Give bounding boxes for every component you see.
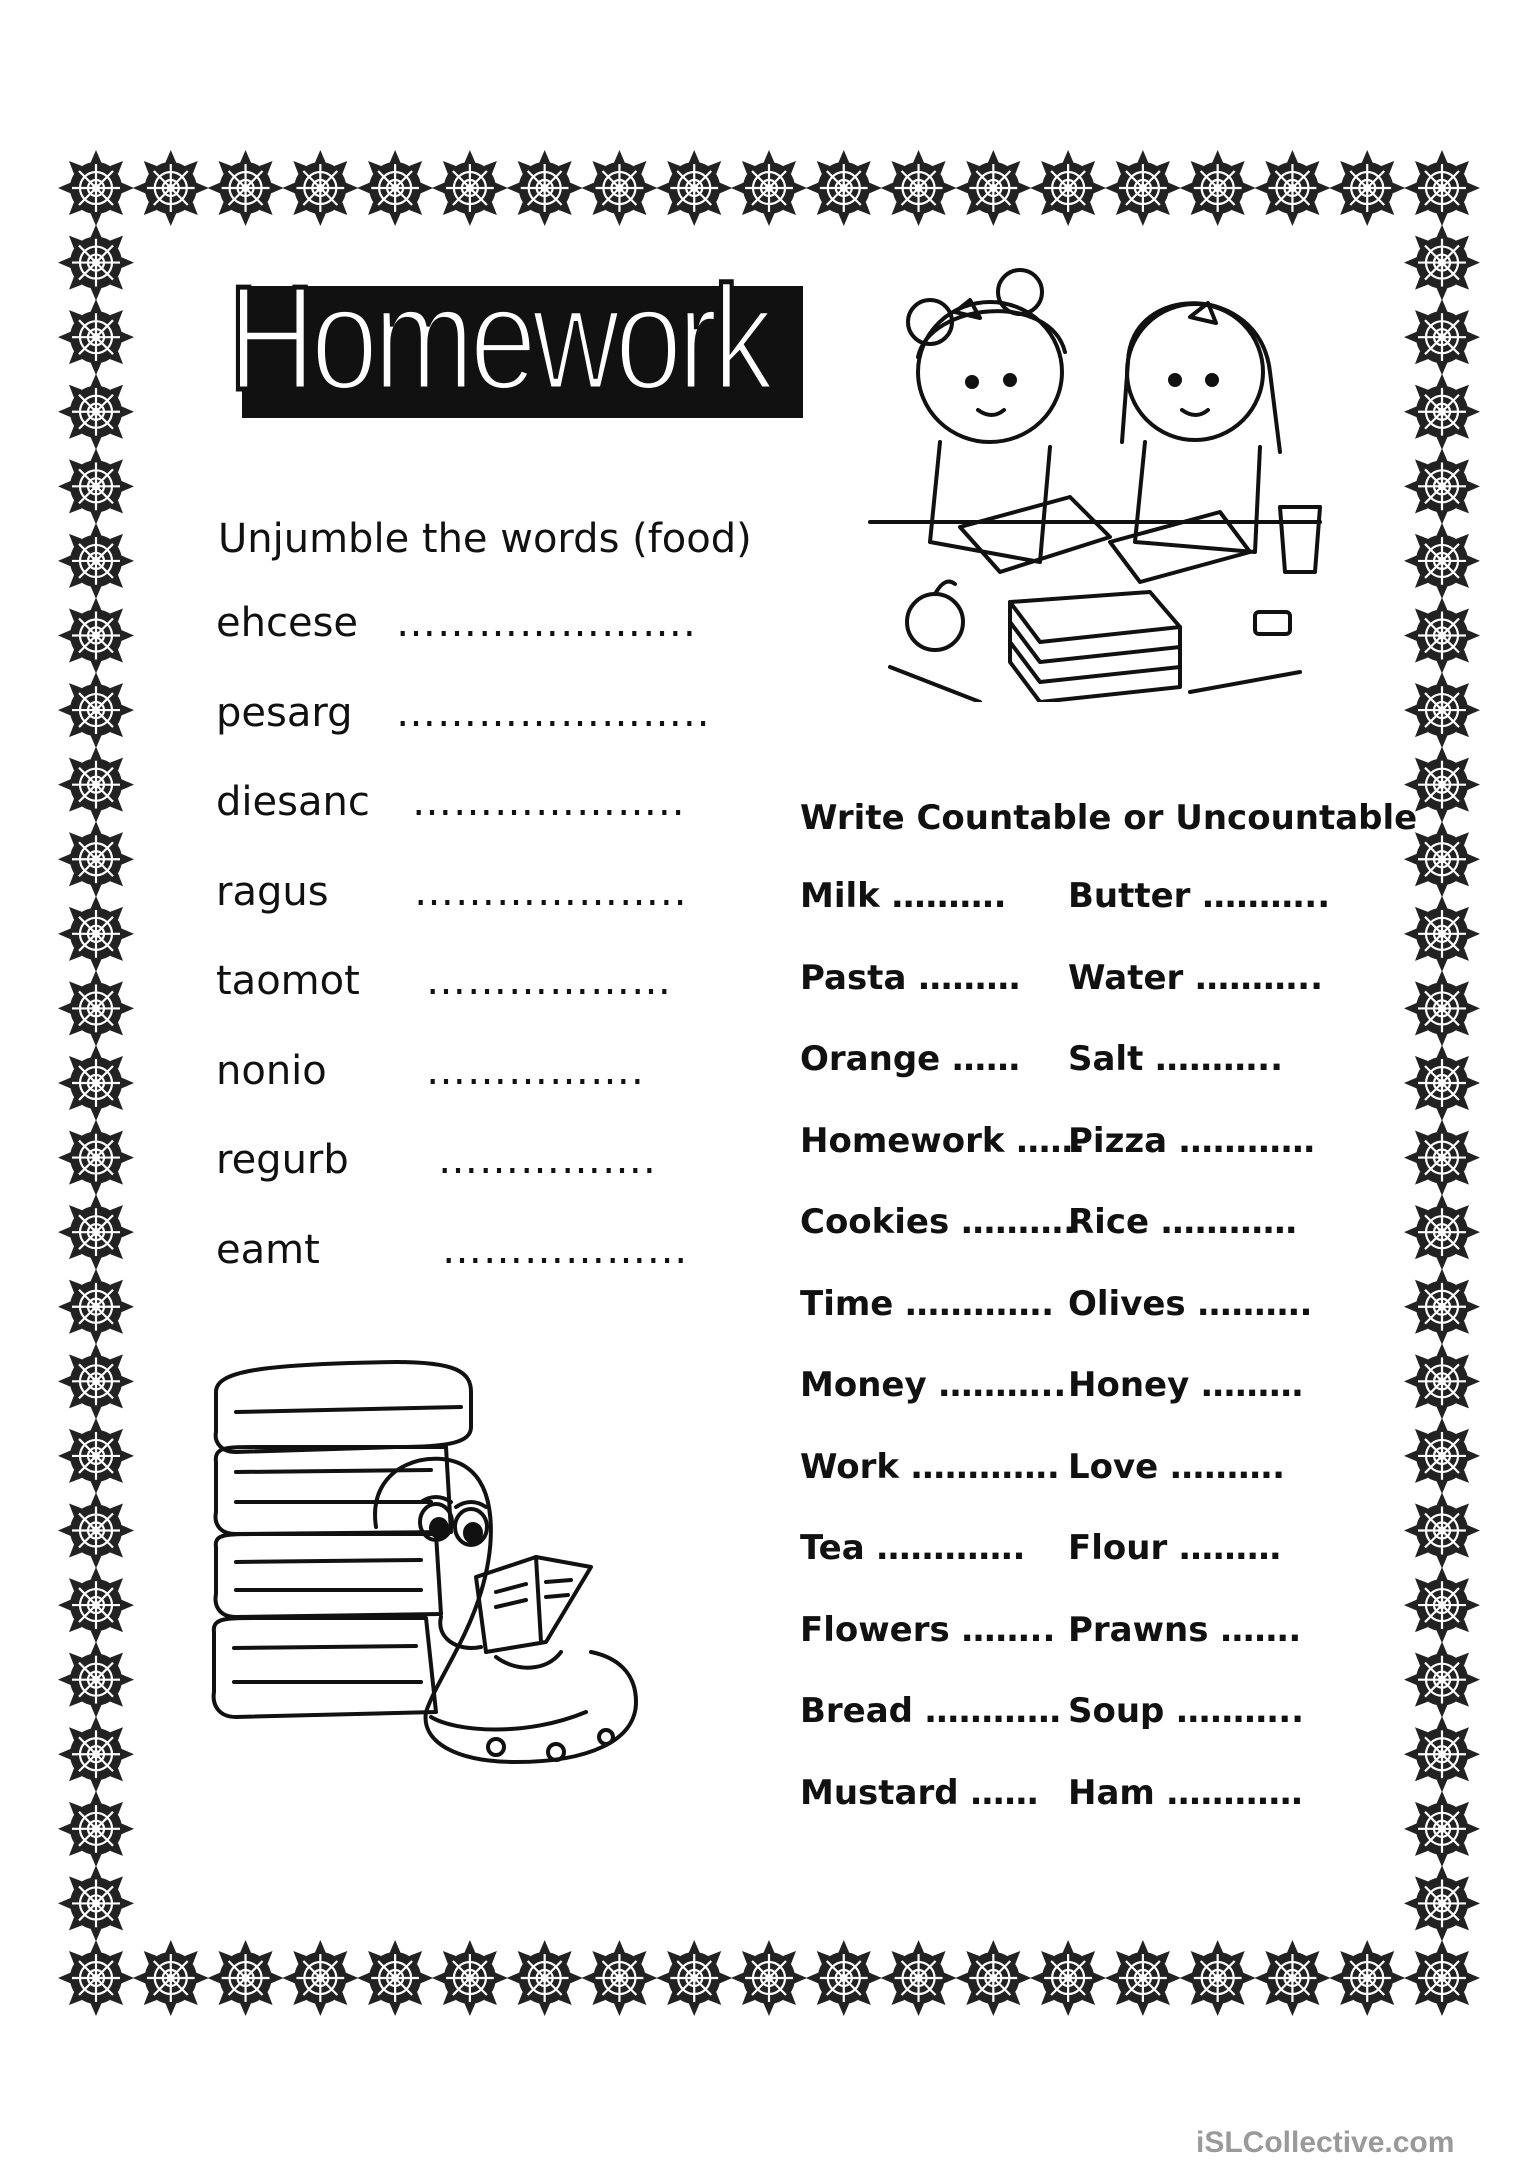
border-flower-icon	[58, 1716, 134, 1792]
border-flower-icon	[1404, 374, 1480, 450]
border-flower-icon	[1030, 1940, 1106, 2016]
border-flower-icon	[731, 1940, 807, 2016]
answer-blank[interactable]: ………………..	[412, 779, 686, 825]
border-flower-icon	[58, 747, 134, 823]
answer-blank[interactable]: …………………..	[396, 689, 711, 736]
countable-item-right[interactable]: Butter ………..	[1068, 876, 1331, 916]
border-flower-icon	[58, 1269, 134, 1345]
jumbled-word: taomot	[216, 958, 360, 1004]
countable-item-left[interactable]: Bread …………	[800, 1691, 1061, 1731]
countable-item-right[interactable]: Salt ………..	[1068, 1039, 1284, 1079]
unjumble-heading: Unjumble the words (food)	[218, 516, 752, 562]
border-flower-icon	[1404, 225, 1480, 301]
border-flower-icon	[58, 225, 134, 301]
border-flower-icon	[1404, 1194, 1480, 1270]
countable-item-right[interactable]: Soup ………..	[1068, 1691, 1305, 1731]
jumbled-word: ehcese	[216, 600, 359, 646]
border-flower-icon	[58, 1120, 134, 1196]
border-flower-icon	[1404, 970, 1480, 1046]
border-flower-icon	[1404, 1045, 1480, 1121]
watermark: iSLCollective.com	[1196, 2126, 1455, 2159]
border-flower-icon	[357, 1940, 433, 2016]
border-flower-icon	[1404, 1716, 1480, 1792]
border-flower-icon	[208, 150, 284, 226]
countable-item-left[interactable]: Orange ……	[800, 1039, 1021, 1079]
border-flower-icon	[133, 1940, 209, 2016]
countable-item-left[interactable]: Homework ……	[800, 1120, 1085, 1161]
border-flower-icon	[58, 1567, 134, 1643]
border-flower-icon	[955, 150, 1031, 226]
countable-item-left[interactable]: Milk ……….	[800, 876, 1007, 916]
border-flower-icon	[58, 374, 134, 450]
countable-item-left[interactable]: Time ………….	[800, 1283, 1055, 1324]
border-flower-icon	[1180, 150, 1256, 226]
border-flower-icon	[656, 1940, 732, 2016]
countable-item-left[interactable]: Money ………..	[800, 1365, 1067, 1405]
border-flower-icon	[1404, 448, 1480, 524]
border-flower-icon	[1404, 1269, 1480, 1345]
countable-item-left[interactable]: Work ………….	[800, 1446, 1060, 1487]
border-flower-icon	[1404, 1940, 1480, 2016]
countable-item-left[interactable]: Pasta ………	[800, 957, 1021, 998]
border-flower-icon	[1404, 1642, 1480, 1718]
page-title: Homework	[228, 256, 769, 421]
border-flower-icon	[656, 150, 732, 226]
border-flower-icon	[58, 1865, 134, 1941]
border-flower-icon	[58, 970, 134, 1046]
countable-item-right[interactable]: Ham …………	[1068, 1772, 1303, 1813]
border-flower-icon	[1404, 896, 1480, 972]
jumbled-word: ragus	[216, 868, 329, 915]
border-flower-icon	[1404, 672, 1480, 748]
border-flower-icon	[58, 672, 134, 748]
border-flower-icon	[357, 150, 433, 226]
answer-blank[interactable]: ………………….	[396, 600, 697, 646]
border-flower-icon	[58, 896, 134, 972]
countable-item-right[interactable]: Honey ………	[1068, 1365, 1304, 1405]
countable-item-right[interactable]: Pizza …………	[1068, 1120, 1315, 1161]
jumbled-word: pesarg	[216, 689, 353, 736]
answer-blank[interactable]: …………….	[426, 1047, 645, 1094]
border-flower-icon	[1404, 1865, 1480, 1941]
jumbled-word: diesanc	[216, 779, 370, 825]
border-flower-icon	[1105, 1940, 1181, 2016]
countable-item-left[interactable]: Mustard ……	[800, 1772, 1039, 1813]
border-flower-icon	[806, 150, 882, 226]
border-flower-icon	[133, 150, 209, 226]
countable-item-right[interactable]: Prawns …….	[1068, 1609, 1302, 1650]
kids-homework-illustration	[860, 262, 1330, 702]
border-flower-icon	[1105, 150, 1181, 226]
border-flower-icon	[58, 1045, 134, 1121]
countable-item-right[interactable]: Rice …………	[1068, 1202, 1297, 1242]
answer-blank[interactable]: ………………..	[414, 868, 688, 915]
border-flower-icon	[881, 1940, 957, 2016]
border-flower-icon	[1404, 1418, 1480, 1494]
border-flower-icon	[58, 1940, 134, 2016]
border-flower-icon	[1404, 523, 1480, 599]
countable-heading: Write Countable or Uncountable	[800, 798, 1418, 838]
countable-item-left[interactable]: Flowers ……..	[800, 1609, 1056, 1650]
border-flower-icon	[581, 150, 657, 226]
border-flower-icon	[58, 1791, 134, 1867]
bookworm-illustration	[196, 1352, 666, 1782]
answer-blank[interactable]: ……………...	[442, 1226, 689, 1273]
countable-item-right[interactable]: Love ……….	[1068, 1446, 1285, 1487]
border-flower-icon	[58, 448, 134, 524]
border-flower-icon	[806, 1940, 882, 2016]
border-flower-icon	[58, 598, 134, 674]
border-flower-icon	[432, 1940, 508, 2016]
border-flower-icon	[1404, 1567, 1480, 1643]
border-flower-icon	[58, 1493, 134, 1569]
countable-item-right[interactable]: Flour ………	[1068, 1528, 1282, 1568]
border-flower-icon	[955, 1940, 1031, 2016]
countable-item-left[interactable]: Tea ………….	[800, 1528, 1026, 1568]
border-flower-icon	[507, 1940, 583, 2016]
border-flower-icon	[1180, 1940, 1256, 2016]
border-flower-icon	[58, 299, 134, 375]
border-flower-icon	[58, 1418, 134, 1494]
border-flower-icon	[1254, 1940, 1330, 2016]
border-flower-icon	[208, 1940, 284, 2016]
border-flower-icon	[1254, 150, 1330, 226]
jumbled-word: eamt	[216, 1226, 320, 1273]
border-flower-icon	[58, 821, 134, 897]
countable-item-left[interactable]: Cookies ……….	[800, 1202, 1076, 1242]
countable-item-right[interactable]: Water ………..	[1068, 957, 1323, 998]
border-flower-icon	[58, 1343, 134, 1419]
border-flower-icon	[1404, 1343, 1480, 1419]
title-block	[228, 256, 803, 421]
border-flower-icon	[282, 1940, 358, 2016]
border-flower-icon	[1329, 1940, 1405, 2016]
border-flower-icon	[58, 523, 134, 599]
border-flower-icon	[282, 150, 358, 226]
border-flower-icon	[1404, 1791, 1480, 1867]
border-flower-icon	[58, 1642, 134, 1718]
border-flower-icon	[1404, 299, 1480, 375]
border-flower-icon	[1329, 150, 1405, 226]
answer-blank[interactable]: ………………	[426, 958, 672, 1004]
jumbled-word: nonio	[216, 1047, 327, 1094]
border-flower-icon	[1404, 150, 1480, 226]
border-flower-icon	[581, 1940, 657, 2016]
border-flower-icon	[1030, 150, 1106, 226]
border-flower-icon	[58, 1194, 134, 1270]
border-flower-icon	[731, 150, 807, 226]
border-flower-icon	[881, 150, 957, 226]
border-flower-icon	[432, 150, 508, 226]
border-flower-icon	[1404, 598, 1480, 674]
border-flower-icon	[1404, 1493, 1480, 1569]
border-flower-icon	[507, 150, 583, 226]
border-flower-icon	[58, 150, 134, 226]
answer-blank[interactable]: …………….	[438, 1137, 657, 1183]
jumbled-word: regurb	[216, 1137, 349, 1183]
countable-item-right[interactable]: Olives ……….	[1068, 1283, 1313, 1324]
border-flower-icon	[1404, 1120, 1480, 1196]
